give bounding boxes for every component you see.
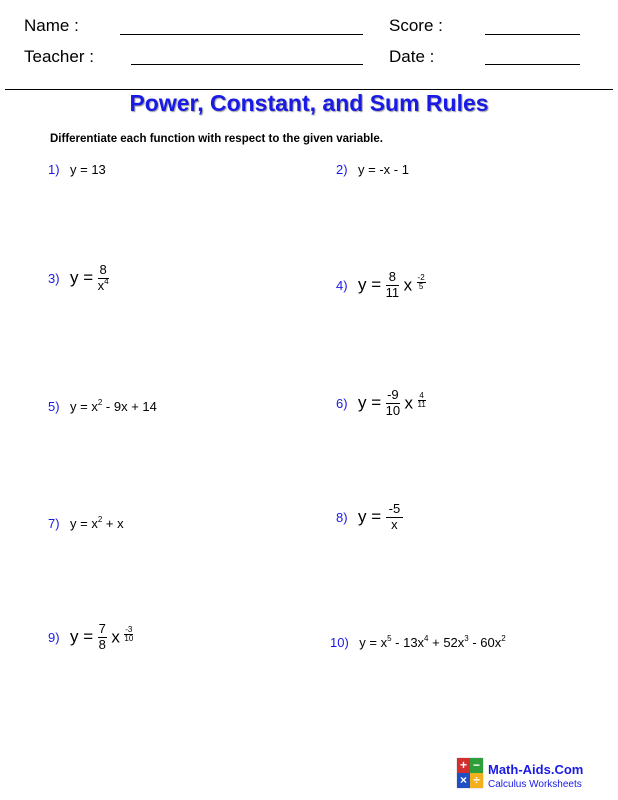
problem-number: 9) <box>48 629 60 645</box>
fraction-denominator: x <box>391 516 398 532</box>
problem-5 <box>48 398 157 416</box>
problem-expression: $y = x^2 + x$ <box>70 515 124 531</box>
fraction-numerator: 8 <box>386 270 400 286</box>
exponent-fraction: $\frac{4}{11}$ <box>417 391 426 410</box>
fraction-denominator: $x^4$ <box>97 276 109 293</box>
problem-number: 8) <box>336 509 348 525</box>
problem-number: 6) <box>336 395 348 411</box>
problem-number: 7) <box>48 516 60 531</box>
problem-base: x <box>403 275 413 295</box>
problem-fraction <box>98 263 109 294</box>
problem-expression: $y = x^5 - 13x^4 + 52x^3 - 60x^2$ <box>359 634 506 650</box>
problem-10 <box>330 634 506 652</box>
date-label: Date : <box>389 47 435 66</box>
problem-4 <box>336 270 426 301</box>
problem-number: 2) <box>336 162 348 177</box>
problem-fraction <box>98 622 107 653</box>
problem-y: y = <box>70 268 94 288</box>
score-label: Score : <box>389 16 443 35</box>
problem-number: 1) <box>48 162 60 177</box>
problem-2 <box>336 161 409 179</box>
problem-y: y = <box>358 393 382 413</box>
problem-number: 3) <box>48 270 60 286</box>
teacher-line <box>131 64 363 65</box>
fraction-denominator: 11 <box>385 284 400 300</box>
problem-3 <box>48 263 109 294</box>
teacher-label: Teacher : <box>24 47 94 66</box>
problem-y: y = <box>70 627 94 647</box>
problem-fraction <box>386 502 404 533</box>
problem-expression: $y = x^2 - 9x + 14$ <box>70 398 157 414</box>
name-label: Name : <box>24 16 79 35</box>
problem-fraction <box>386 388 400 419</box>
problem-8 <box>336 502 403 533</box>
date-line <box>485 64 580 65</box>
problem-number: 4) <box>336 277 348 293</box>
plus-minus-times-divide-icon: + − × ÷ <box>456 757 484 789</box>
site-logo-subtitle: Calculus Worksheets <box>488 779 582 790</box>
exponent-fraction: $\frac{-3}{10}$ <box>124 625 134 644</box>
fraction-numerator: -9 <box>387 387 399 402</box>
fraction-numerator: 7 <box>98 621 106 636</box>
problem-base: x <box>111 627 120 647</box>
fraction-numerator: 8 <box>99 262 107 277</box>
exponent-fraction: $\frac{-2}{5}$ <box>417 273 425 292</box>
problem-y: y = <box>358 507 382 527</box>
worksheet-title: Power, Constant, and Sum Rules <box>129 90 489 116</box>
fraction-numerator: -5 <box>386 502 404 518</box>
site-logo-name[interactable]: Math-Aids.Com <box>488 762 584 777</box>
problem-7 <box>48 515 124 533</box>
problem-expression: y = -x - 1 <box>358 162 409 177</box>
score-line <box>485 34 580 35</box>
problem-fraction <box>386 270 400 301</box>
problem-1 <box>48 161 106 179</box>
problem-6 <box>336 388 426 419</box>
problem-9 <box>48 622 133 653</box>
problem-number: 10) <box>330 635 349 650</box>
fraction-denominator: 10 <box>385 402 401 418</box>
problem-y: y = <box>358 275 382 295</box>
name-line <box>120 34 363 35</box>
problem-base: x <box>404 393 414 413</box>
fraction-denominator: 8 <box>98 636 106 652</box>
problem-number: 5) <box>48 399 60 414</box>
problem-expression: y = 13 <box>70 162 106 177</box>
instructions: Differentiate each function with respect to the given variable. <box>50 133 383 145</box>
